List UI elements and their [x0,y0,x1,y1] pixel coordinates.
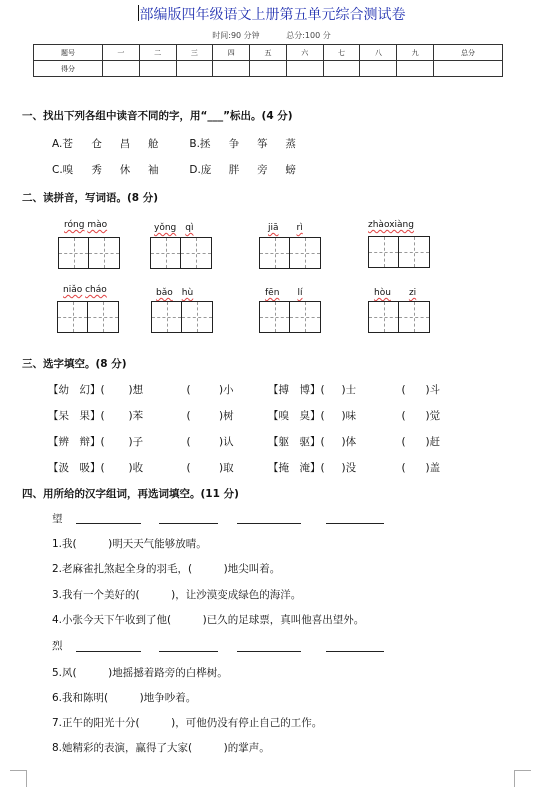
choice-cell: ( [391,410,406,422]
pinyin-label: bǎo hù [156,288,194,298]
option-char: 胖 [228,164,240,176]
writing-grid[interactable] [150,237,212,269]
writing-grid[interactable] [259,301,321,333]
choice-cell: )味 [331,410,357,422]
option-char: D.庞 [189,164,212,176]
choice-cell: 【汲 吸】( [48,462,105,474]
text-cursor [138,5,139,21]
score-cell[interactable] [176,61,213,77]
answer-line[interactable] [76,523,141,524]
pinyin-label: jiā rì [268,223,303,233]
s1-row [52,136,310,151]
score-cell[interactable] [139,61,176,77]
answer-line[interactable] [326,523,384,524]
score-header-cell: 四 [213,45,250,61]
choice-cell: 【嗅 臭】( [268,410,325,422]
pinyin-label: niǎo cháo [63,285,107,295]
score-cell[interactable] [360,61,397,77]
choice-cell: )苯 [118,410,144,422]
choice-cell: 【掩 淹】( [268,462,325,474]
answer-line[interactable] [326,651,384,652]
score-value-row [34,61,503,77]
score-header-cell: 七 [323,45,360,61]
answer-line[interactable] [159,523,218,524]
sentence: 5.风( )地摇撼着路旁的白桦树。 [52,667,228,679]
answer-line[interactable] [76,651,141,652]
choice-cell: )觉 [415,410,441,422]
word-char: 望 [52,513,63,525]
score-cell[interactable] [102,61,139,77]
option-char: 螃 [285,164,296,176]
score-header-cell: 总分 [434,45,503,61]
choice-cell: 【躯 驱】( [268,436,325,448]
score-header-cell: 一 [102,45,139,61]
section-4-heading: 四、用所给的汉字组词，再选词填空。(11 分) [22,488,239,500]
pinyin-label: hòu zi [374,288,417,298]
score-header-cell: 五 [250,45,287,61]
choice-cell: )收 [118,462,144,474]
section-3-heading: 三、选字填空。(8 分) [22,358,127,370]
score-table [33,44,503,77]
pinyin-label: zhàoxiàng [368,220,414,230]
score-cell[interactable] [286,61,323,77]
option-char: 昌 [119,138,131,150]
choice-cell: )体 [331,436,357,448]
answer-line[interactable] [237,651,301,652]
choice-cell: )树 [198,410,234,422]
choice-cell: ( [176,384,191,396]
option-char: B.拯 [189,138,211,150]
writing-grid[interactable] [259,237,321,269]
score-header-cell: 二 [139,45,176,61]
choice-cell: ( [176,410,191,422]
sentence: 7.正午的阳光十分( )，可他仍没有停止自己的工作。 [52,717,323,729]
section-2-heading: 二、读拼音，写词语。(8 分) [22,192,159,204]
writing-grid[interactable] [151,301,213,333]
sentence: 4.小张今天下午收到了他( )已久的足球票，真叫他喜出望外。 [52,614,365,626]
score-header-cell: 六 [286,45,323,61]
choice-cell: )没 [331,462,357,474]
section-1-heading: 一、找出下列各组中读音不同的字，用“___”标出。(4 分) [22,110,293,122]
choice-cell: ( [176,436,191,448]
choice-cell: 【幼 幻】( [48,384,105,396]
option-char: 秀 [91,164,102,176]
choice-cell: ( [391,436,406,448]
choice-cell: )认 [198,436,234,448]
page-corner-mark [10,770,27,787]
option-char: 蒸 [285,138,296,150]
choice-cell: ( [176,462,191,474]
page-corner-mark [514,770,531,787]
s1-row [52,162,310,177]
choice-cell: )小 [198,384,234,396]
time-limit: 时间:90 分钟 [212,31,260,40]
writing-grid[interactable] [58,237,120,269]
option-char: 舱 [148,138,159,150]
score-cell[interactable] [434,61,503,77]
score-header-cell: 九 [397,45,434,61]
option-char: 休 [119,164,131,176]
title-text: 部编版四年级语文上册第五单元综合测试卷 [139,7,406,23]
option-char: 旁 [257,164,268,176]
option-char: 筝 [257,138,268,150]
option-char: 争 [228,138,240,150]
pinyin-label: róng mào [64,220,108,230]
score-row-label: 得分 [34,61,103,77]
option-char: 仓 [91,138,102,150]
option-char: 袖 [148,164,159,176]
s3-row [48,460,518,475]
page-title [0,4,543,24]
choice-cell: )取 [198,462,234,474]
score-header-cell: 三 [176,45,213,61]
answer-line[interactable] [159,651,218,652]
s3-row [48,382,518,397]
choice-cell: )想 [118,384,144,396]
choice-cell: )盖 [415,462,441,474]
total-score: 总分:100 分 [286,31,331,40]
option-char: A.苍 [52,138,73,150]
choice-cell: )子 [118,436,144,448]
sentence: 2.老麻雀扎煞起全身的羽毛，( )地尖叫着。 [52,563,281,575]
s3-row [48,408,518,423]
sentence: 6.我和陈明( )地争吵着。 [52,692,197,704]
pinyin-label: yǒng qì [154,223,194,233]
choice-cell: )斗 [415,384,441,396]
choice-cell: 【呆 果】( [48,410,105,422]
choice-cell: 【辨 辩】( [48,436,105,448]
score-cell[interactable] [323,61,360,77]
pinyin-label: fēn lí [265,288,303,298]
writing-grid[interactable] [368,301,430,333]
score-header-cell: 题号 [34,45,103,61]
answer-line[interactable] [237,523,301,524]
choice-cell: )士 [331,384,357,396]
option-char: C.嗅 [52,164,74,176]
choice-cell: )赶 [415,436,441,448]
writing-grid[interactable] [368,236,430,268]
score-header-cell: 八 [360,45,397,61]
score-cell[interactable] [213,61,250,77]
sentence: 8.她精彩的表演，赢得了大家( )的掌声。 [52,742,270,754]
choice-cell: ( [391,462,406,474]
score-cell[interactable] [397,61,434,77]
choice-cell: ( [391,384,406,396]
choice-cell: 【搏 博】( [268,384,325,396]
exam-meta [0,30,543,41]
score-cell[interactable] [250,61,287,77]
writing-grid[interactable] [57,301,119,333]
s3-row [48,434,518,449]
word-char: 烈 [52,640,63,652]
sentence: 1.我( )明天天气能够放晴。 [52,538,207,550]
sentence: 3.我有一个美好的( )，让沙漠变成绿色的海洋。 [52,589,302,601]
score-header-row [34,45,503,61]
